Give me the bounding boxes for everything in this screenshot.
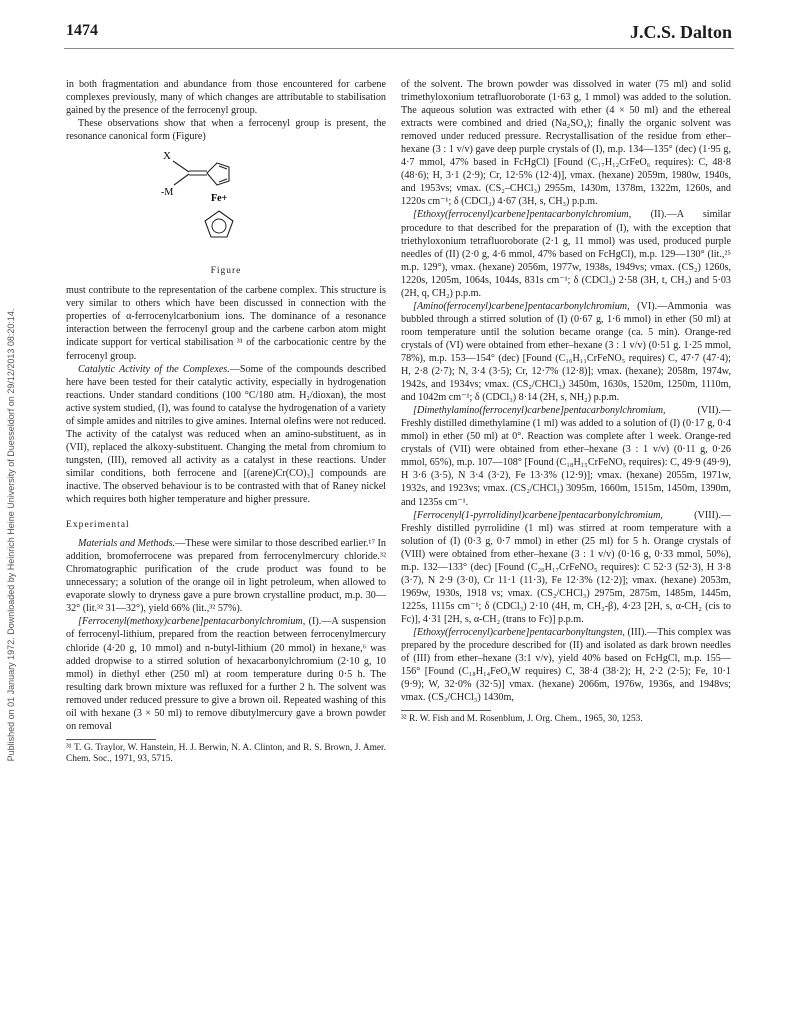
header-rule xyxy=(64,48,734,49)
paragraph-materials xyxy=(66,537,386,615)
figure-label-x: X xyxy=(163,150,171,163)
figure-caption: Figure xyxy=(210,266,242,277)
download-watermark xyxy=(4,90,18,980)
footnote-31: ³¹ T. G. Traylor, W. Hanstein, H. J. Berwin, N. A. Clinton, and R. S. Brown, J. Amer. Chem. Soc., 1971, 93, 5715. xyxy=(66,742,386,765)
paragraph-compound-ii xyxy=(401,208,731,299)
paragraph-contribution: must contribute to the representation of the carbene complex. This structure is very similar to others which have been discussed in connection with the properties of α-ferrocenylcarbonium ions. The dominance of a resonance interaction between the ferrocenyl group and the carbene carbon atom might indicate support for vertical stabilisation ³¹ of the carbocationic centre by the ferrocenyl group. xyxy=(66,285,386,362)
compound-vii-text: (VII).—Freshly distilled dimethylamine (1 ml) was added to a solution of (I) (0·17 g, 0·4 mmol) in ether (50 ml) at 0°. Reaction was complete after 1 week. Orange-red crystals of (VII) were obtained from ether–hexane (3 : 1 v/v) (0·11 g, 0·26 mmol, 65%), m.p. 107—108° [Found (C₁₈H₁₅CrFeNO₅ requires): C, 49·9 (49·9), H 3·6 (3·5), N 3·4 (3·2), Fe 13·3% (12·9)]; νmax. (hexane) 2055m, 1971w, 1932s, and 1923vs; νmax. (CS₂/CHCl₃) 3095m, 1660m, 1515m, 1450m, 1390m, and 1235s cm⁻¹. xyxy=(401,405,731,508)
figure-resonance-structure xyxy=(66,145,386,263)
paragraph-compound-i xyxy=(66,615,386,732)
compound-vi-heading: [Amino(ferrocenyl)carbene]pentacarbonylchromium, xyxy=(413,300,630,312)
compound-vi-text: (VI).—Ammonia was bubbled through a stirred solution of (I) (0·67 g, 1·6 mmol) in ether (50 ml) at room temperature until the solution became orange (ca. 5 min). Orange-red crystals of (VI) were obtained from ether–hexane (3 : 1 v/v) (0·51 g. 1·25 mmol, 78%), m.p. 153—154° (dec) [Found (C₁₆H₁₁CrFeNO₅ requires) C, 47·7 (47·4); H, 2·8 (2·7); N, 3·4 (3·5); Cr, 12·7% (12·8)]; νmax. (hexane); 2058m, 1974w, 1942s, and 1934vs; νmax. (CS₂/CHCl₃) 3450m, 1630s, 1520m, 1250m, 1110m, and 1042m cm⁻¹; δ (CDCl₃) 8·14 (2H, s, NH₂) p.p.m. xyxy=(401,300,731,404)
page-number: 1474 xyxy=(66,22,98,39)
paragraph-fragmentation: in both fragmentation and abundance from those encountered for carbene complexes previously, many of which changes are attributable to stabilisation gained by the presence of the ferrocenyl group. xyxy=(66,79,386,117)
footnote-32: ³² R. W. Fish and M. Rosenblum, J. Org. Chem., 1965, 30, 1253. xyxy=(401,714,643,725)
paragraph-compound-viii xyxy=(401,509,731,626)
compound-viii-text: (VIII).—Freshly distilled pyrrolidine (1 ml) was stirred at room temperature with a solution of (I) (0·3 g, 0·7 mmol) in ether (25 ml) for 5 h. Orange crystals of (VIII) were obtained from ether–hexane (3 : 1 v/v) (0·16 g, 0·33 mmol, 50%), m.p. 132—133° (dec) [Found (C₂₀H₁₇CrFeNO₅ requires): C 52·3 (52·3), H 3·8 (3·7), N 2·9 (3·0), Cr 11·1 (11·3), Fe 12·3% (12·2)]; νmax. (hexane) 2053m, 1969w, 1930s, 1918 vs; νmax. (CS₂/CHCl₃) 2975m, 2875m, 1485m, 1445m, 1225s, 1115s cm⁻¹; δ (CDCl₃) 2·10 (4H, m, CH₂-β), 4·23 [2H, s, α-CH₂ (cis to Fc)], 4·31 [2H, s, α-CH₂ (trans to Fc)] p.p.m. xyxy=(401,509,731,625)
paragraph-compound-vii xyxy=(401,404,731,508)
footnote-rule-right xyxy=(401,710,491,711)
compound-iii-text: (III).—This complex was prepared by the procedure described for (II) and isolated as dark brown needles of (III) from ether–hexane (3:1 v/v), yield 40% based on FcHgCl, m.p. 155—156° [Found (C₁₈H₁₄FeO₆W requires) C, 38·4 (38·2); H, 2·2 (2·5); Fe, 10·1 (9·9); W, 32·0% (32·5)] νmax. (hexane) 2066m, 1976w, 1936s, and 1948vs; νmax. (CS₂/CHCl₃) 1430m, xyxy=(401,626,731,704)
materials-heading: Materials and Methods. xyxy=(78,538,176,550)
compound-ii-heading: [Ethoxy(ferrocenyl)carbene]pentacarbonylchromium, xyxy=(413,209,632,221)
paragraph-compound-iii xyxy=(401,626,731,704)
compound-iii-heading: [Ethoxy(ferrocenyl)carbene]pentacarbonyltungsten, xyxy=(413,626,625,638)
materials-text: —These were similar to those described earlier.¹⁷ In addition, bromoferrocene was prepared from ferrocenylmercury chloride.³² Chromatographic purification of the crude product was found to be unnecessary; a solution of the orange oil in light petroleum, when allowed to evaporate slowly to dryness gave a pure brown crystalline product, m.p. 30—32° (lit.³² 31—32°), yield 66% (lit.,³² 57%). xyxy=(66,538,386,615)
paragraph-compound-i-continued: of the solvent. The brown powder was dissolved in water (75 ml) and solid trimethyloxonium tetrafluoroborate (1·63 g, 1 mmol) was added to the solution. The aqueous solution was extracted with ether (4 × 50 ml) and the ethereal extracts were combined and dried (Na₂SO₄); finally the organic solvent was removed under reduced pressure. Recrystallisation of the residue from ether–hexane (3 : 1 v/v) gave deep purple crystals of (I), m.p. 134—135° (dec) (1·95 g, 4·7 mmol, 47% based in FcHgCl) [Found (C₁₇H₁₂CrFeO₆ requires): C, 48·8 (48·6); H, 3·1 (2·9); Cr, 12·5% (12·4)], νmax. (hexane) 2059m, 1980w, 1940s, and 1953vs; νmax. (CS₂–CHCl₃) 2955m, 1430m, 1378m, 1322m, 1260s, and 1220s cm⁻¹; δ (CDCl₃) 4·67 (3H, s, CH₃) p.p.m. xyxy=(401,79,731,208)
figure-label-m: -M xyxy=(161,187,174,199)
compound-i-heading: [Ferrocenyl(methoxy)carbene]pentacarbonylchromium, xyxy=(78,616,306,628)
footnote-rule xyxy=(66,739,156,740)
compound-i-text: (I).—A suspension of ferrocenyl-lithium, prepared from the reaction between ferrocenylmercury chloride (4·20 g, 10 mmol) and n-butyl-lithium (20 mmol) in hexane,⁶ was added dropwise to a stirred solution of hexacarbonylchromium (2·10 g, 10 mmol) in diethyl ether (250 ml) at room temperature during 0·5 h. The resulting dark brown mixture was refluxed for a further 2 h. The solvent was removed under reduced pressure to give a brown oil. Repeated washing of this oil with hexane (3 × 50 ml) to remove dibutylmercury gave a brown powder on removal xyxy=(66,616,386,732)
journal-title: J.C.S. Dalton xyxy=(629,22,732,42)
figure-label-fe: Fe+ xyxy=(211,193,228,205)
compound-ii-text: (II).—A similar procedure to that described for the preparation of (I), with the exception that triethyloxonium tetrafluoroborate (2·1 g, 11 mmol) was used, produced purple needles of (II) (2·0 g, 4·6 mmol, 47% based on FcHgCl), m.p. 129—130° (lit.,²⁵ m.p. 129°), νmax. (hexane) 2056m, 1977w, 1938s, 1949vs; νmax. (CS₂) 1260s, 1220s, 1205m, 1064s, 1044s, 831s cm⁻¹; δ (CDCl₃) 2·58 (3H, t, CH₃) and 5·03 (2H, q, CH₂) p.p.m. xyxy=(401,209,731,299)
paragraph-compound-vi xyxy=(401,300,731,404)
catalytic-text: —Some of the compounds described here have been tested for their catalytic activity, especially in hydrogenation reactions. Under standard conditions (100 °C/180 atm. H₂/dioxan), the most active system studied, (I), was found to catalyse the hydrogenation of a variety of simple amides and nitriles to give amines. Internal olefins were not reduced. The activity of the catalyst was reduced when an amino-substituent, as in (VII), replaced the alkoxy-substituent. Changing the metal from chromium to tungsten, (III), removed all activity as a catalyst in these reactions. Under similar conditions, both ferrocene and [(arene)Cr(CO)₃] compounds are inactive. The observed behaviour is to be contrasted with that of Raney nickel which requires both higher temperature and higher pressure. xyxy=(66,363,386,506)
left-column xyxy=(66,78,386,766)
catalytic-heading: Catalytic Activity of the Complexes. xyxy=(78,363,230,375)
compound-viii-heading: [Ferrocenyl(1-pyrrolidinyl)carbene]pentacarbonylchromium, xyxy=(413,509,663,521)
paragraph-observations: These observations show that when a ferrocenyl group is present, the resonance canonical form (Figure) xyxy=(66,118,386,143)
download-watermark-text: Published on 01 January 1972. Downloaded by Heinrich Heine University of Duesseldorf on 29/12/2013 08:20:14. xyxy=(6,308,16,762)
ferrocenyl-carbene-structure xyxy=(161,145,271,263)
compound-vii-heading: [Dimethylamino(ferrocenyl)carbene]pentacarbonylchromium, xyxy=(413,405,666,417)
section-heading-experimental: Experimental xyxy=(66,519,130,531)
right-column xyxy=(401,78,731,726)
paragraph-catalytic-activity xyxy=(66,363,386,507)
